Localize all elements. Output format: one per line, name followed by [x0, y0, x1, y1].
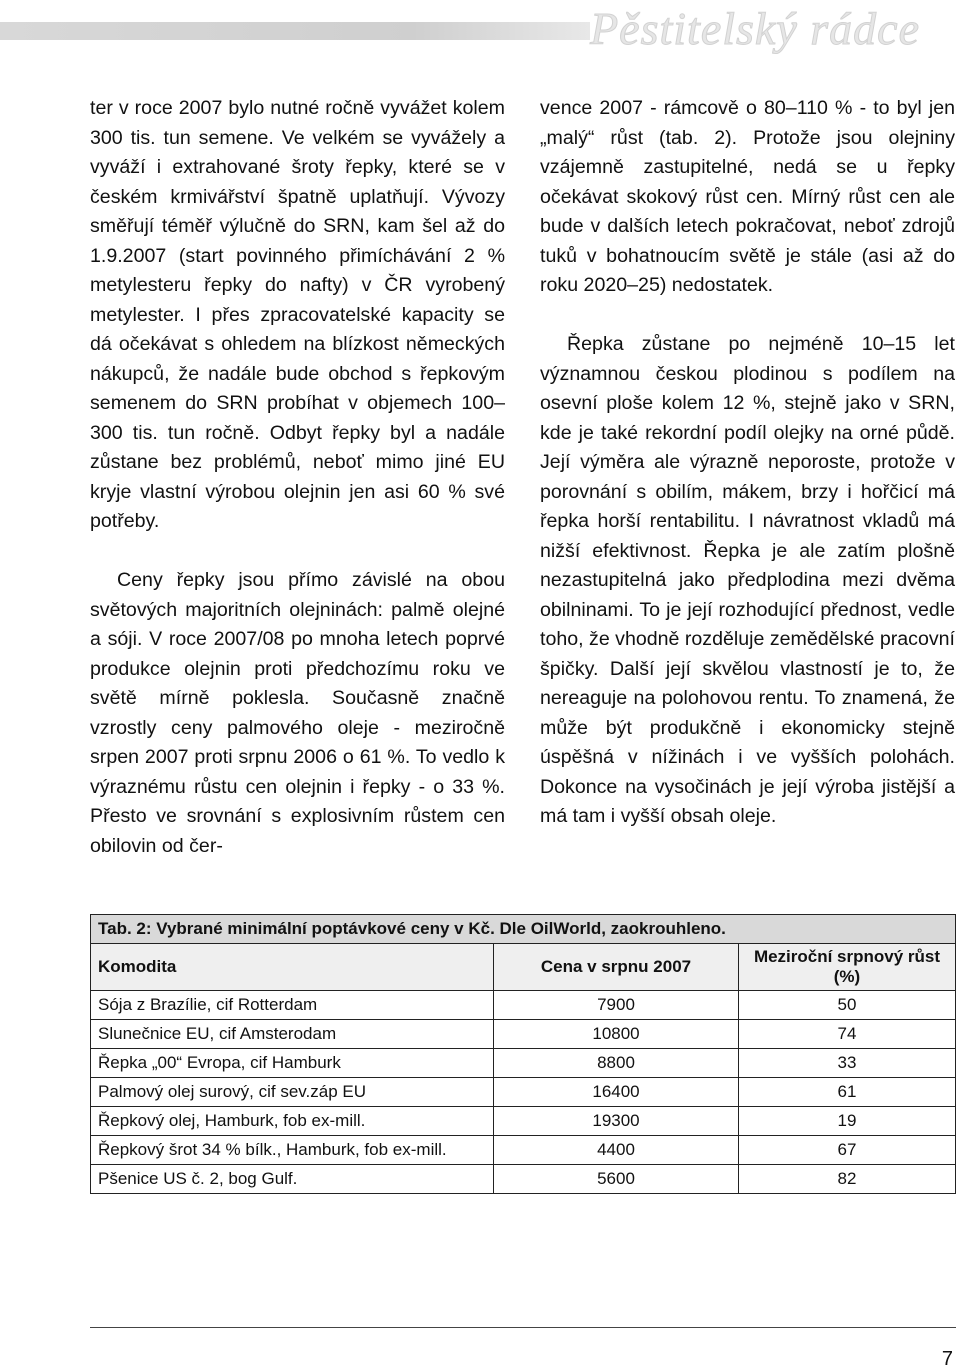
magazine-title: Pěstitelský rádce — [590, 3, 920, 54]
page-number: 7 — [941, 1348, 953, 1370]
cell-growth: 33 — [739, 1049, 956, 1078]
cell-growth: 74 — [739, 1020, 956, 1049]
cell-commodity: Řepka „00“ Evropa, cif Hamburk — [91, 1049, 494, 1078]
table-caption: Tab. 2: Vybrané minimální poptávkové ceny v Kč. Dle OilWorld, zaokrouhleno. — [91, 915, 956, 944]
table-row — [91, 1136, 956, 1165]
table-row — [91, 1078, 956, 1107]
table-header-row — [91, 944, 956, 991]
cell-growth: 61 — [739, 1078, 956, 1107]
cell-commodity: Slunečnice EU, cif Amsterodam — [91, 1020, 494, 1049]
table-row — [91, 991, 956, 1020]
cell-price: 8800 — [494, 1049, 739, 1078]
left-column — [90, 94, 505, 861]
table-row — [91, 1049, 956, 1078]
table-row — [91, 1020, 956, 1049]
table-row — [91, 1107, 956, 1136]
right-paragraph-1: vence 2007 - rámcově o 80–110 % - to byl jen „malý“ růst (tab. 2). Protože jsou olejniny vzájemně zastupitelné, nedá se u řepky očekávat skokový růst cen. Mírný růst cen ale bude v dalších letech pokračovat, neboť zdrojů tuků v bohatnoucím světě je stále (asi až do roku 2020–25) nedostatek. — [540, 97, 955, 296]
cell-price: 5600 — [494, 1165, 739, 1194]
header-bar — [0, 22, 590, 40]
cell-commodity: Řepkový olej, Hamburk, fob ex-mill. — [91, 1107, 494, 1136]
table-row — [91, 1165, 956, 1194]
cell-price: 10800 — [494, 1020, 739, 1049]
cell-commodity: Řepkový šrot 34 % bílk., Hamburk, fob ex-mill. — [91, 1136, 494, 1165]
price-table-container — [90, 914, 956, 1194]
header-price: Cena v srpnu 2007 — [494, 944, 739, 991]
cell-price: 19300 — [494, 1107, 739, 1136]
cell-growth: 19 — [739, 1107, 956, 1136]
cell-price: 7900 — [494, 991, 739, 1020]
price-table — [90, 914, 956, 1194]
table-caption-row — [91, 915, 956, 944]
left-paragraph-1: ter v roce 2007 bylo nutné ročně vyvážet kolem 300 tis. tun semene. Ve velkém se vyvážely a vyváží i extrahované šroty řepky, které se v českém krmivářství špatně uplatňují. Vývozy směřují téměř výlučně do SRN, kam šel až do 1.9.2007 (start povinného přimíchávání 2 % metylesteru řepky do nafty) v ČR vyrobený metylester. I přes zpracovatelské kapacity se dá očekávat s ohledem na blízkost německých nákupců, že nadále bude obchod s řepkovým semenem do SRN probíhat v objemech 100–300 tis. tun ročně. Odbyt řepky byl a nadále zůstane bez problémů, neboť mimo jiné EU kryje vlastní výrobou olejnin jen asi 60 % své potřeby. — [90, 97, 505, 532]
cell-commodity: Pšenice US č. 2, bog Gulf. — [91, 1165, 494, 1194]
footer-divider — [90, 1327, 956, 1328]
cell-price: 16400 — [494, 1078, 739, 1107]
cell-growth: 50 — [739, 991, 956, 1020]
cell-commodity: Palmový olej surový, cif sev.záp EU — [91, 1078, 494, 1107]
cell-commodity: Sója z Brazílie, cif Rotterdam — [91, 991, 494, 1020]
cell-price: 4400 — [494, 1136, 739, 1165]
right-paragraph-2: Řepka zůstane po nejméně 10–15 let významnou českou plodinou s podílem na osevní ploše kolem 12 %, stejně jako v SRN, kde je také rekordní podíl olejky na orné půdě. Její výměra ale výrazně neporoste, protože v porovnání s obilím, mákem, brzy i hořčicí má řepka horší rentabilitu. I návratnost vkladů má nižší efektivnost. Řepka je ale zatím plošně nezastupitelná jako předplodina mezi dvěma obilninami. To je její rozhodující přednost, vedle toho, že vhodně rozděluje zemědělské pracovní špičky. Další její skvělou vlastností je to, že nereaguje na polohovou rentu. To znamená, že může být produkčně i ekonomicky stejně úspěšná v nížinách i ve vyšších polohách. Dokonce na vysočinách je její výroba jistější a má tam i vyšší obsah oleje. — [540, 333, 955, 827]
cell-growth: 82 — [739, 1165, 956, 1194]
left-paragraph-2: Ceny řepky jsou přímo závislé na obou světových majoritních olejninách: palmě olejné a sóji. V roce 2007/08 po mnoha letech poprvé produkce olejnin proti předchozímu roku ve světě mírně poklesla. Současně značně vzrostly ceny palmového oleje - meziročně srpen 2007 proti srpnu 2006 o 61 %. To vedlo k výraznému růstu cen olejnin i řepky - o 33 %. Přesto ve srovnání s explosivním růstem cen obilovin od čer- — [90, 569, 505, 857]
right-column — [540, 94, 955, 832]
cell-growth: 67 — [739, 1136, 956, 1165]
header-commodity: Komodita — [91, 944, 494, 991]
header-growth: Meziroční srpnový růst (%) — [739, 944, 956, 991]
